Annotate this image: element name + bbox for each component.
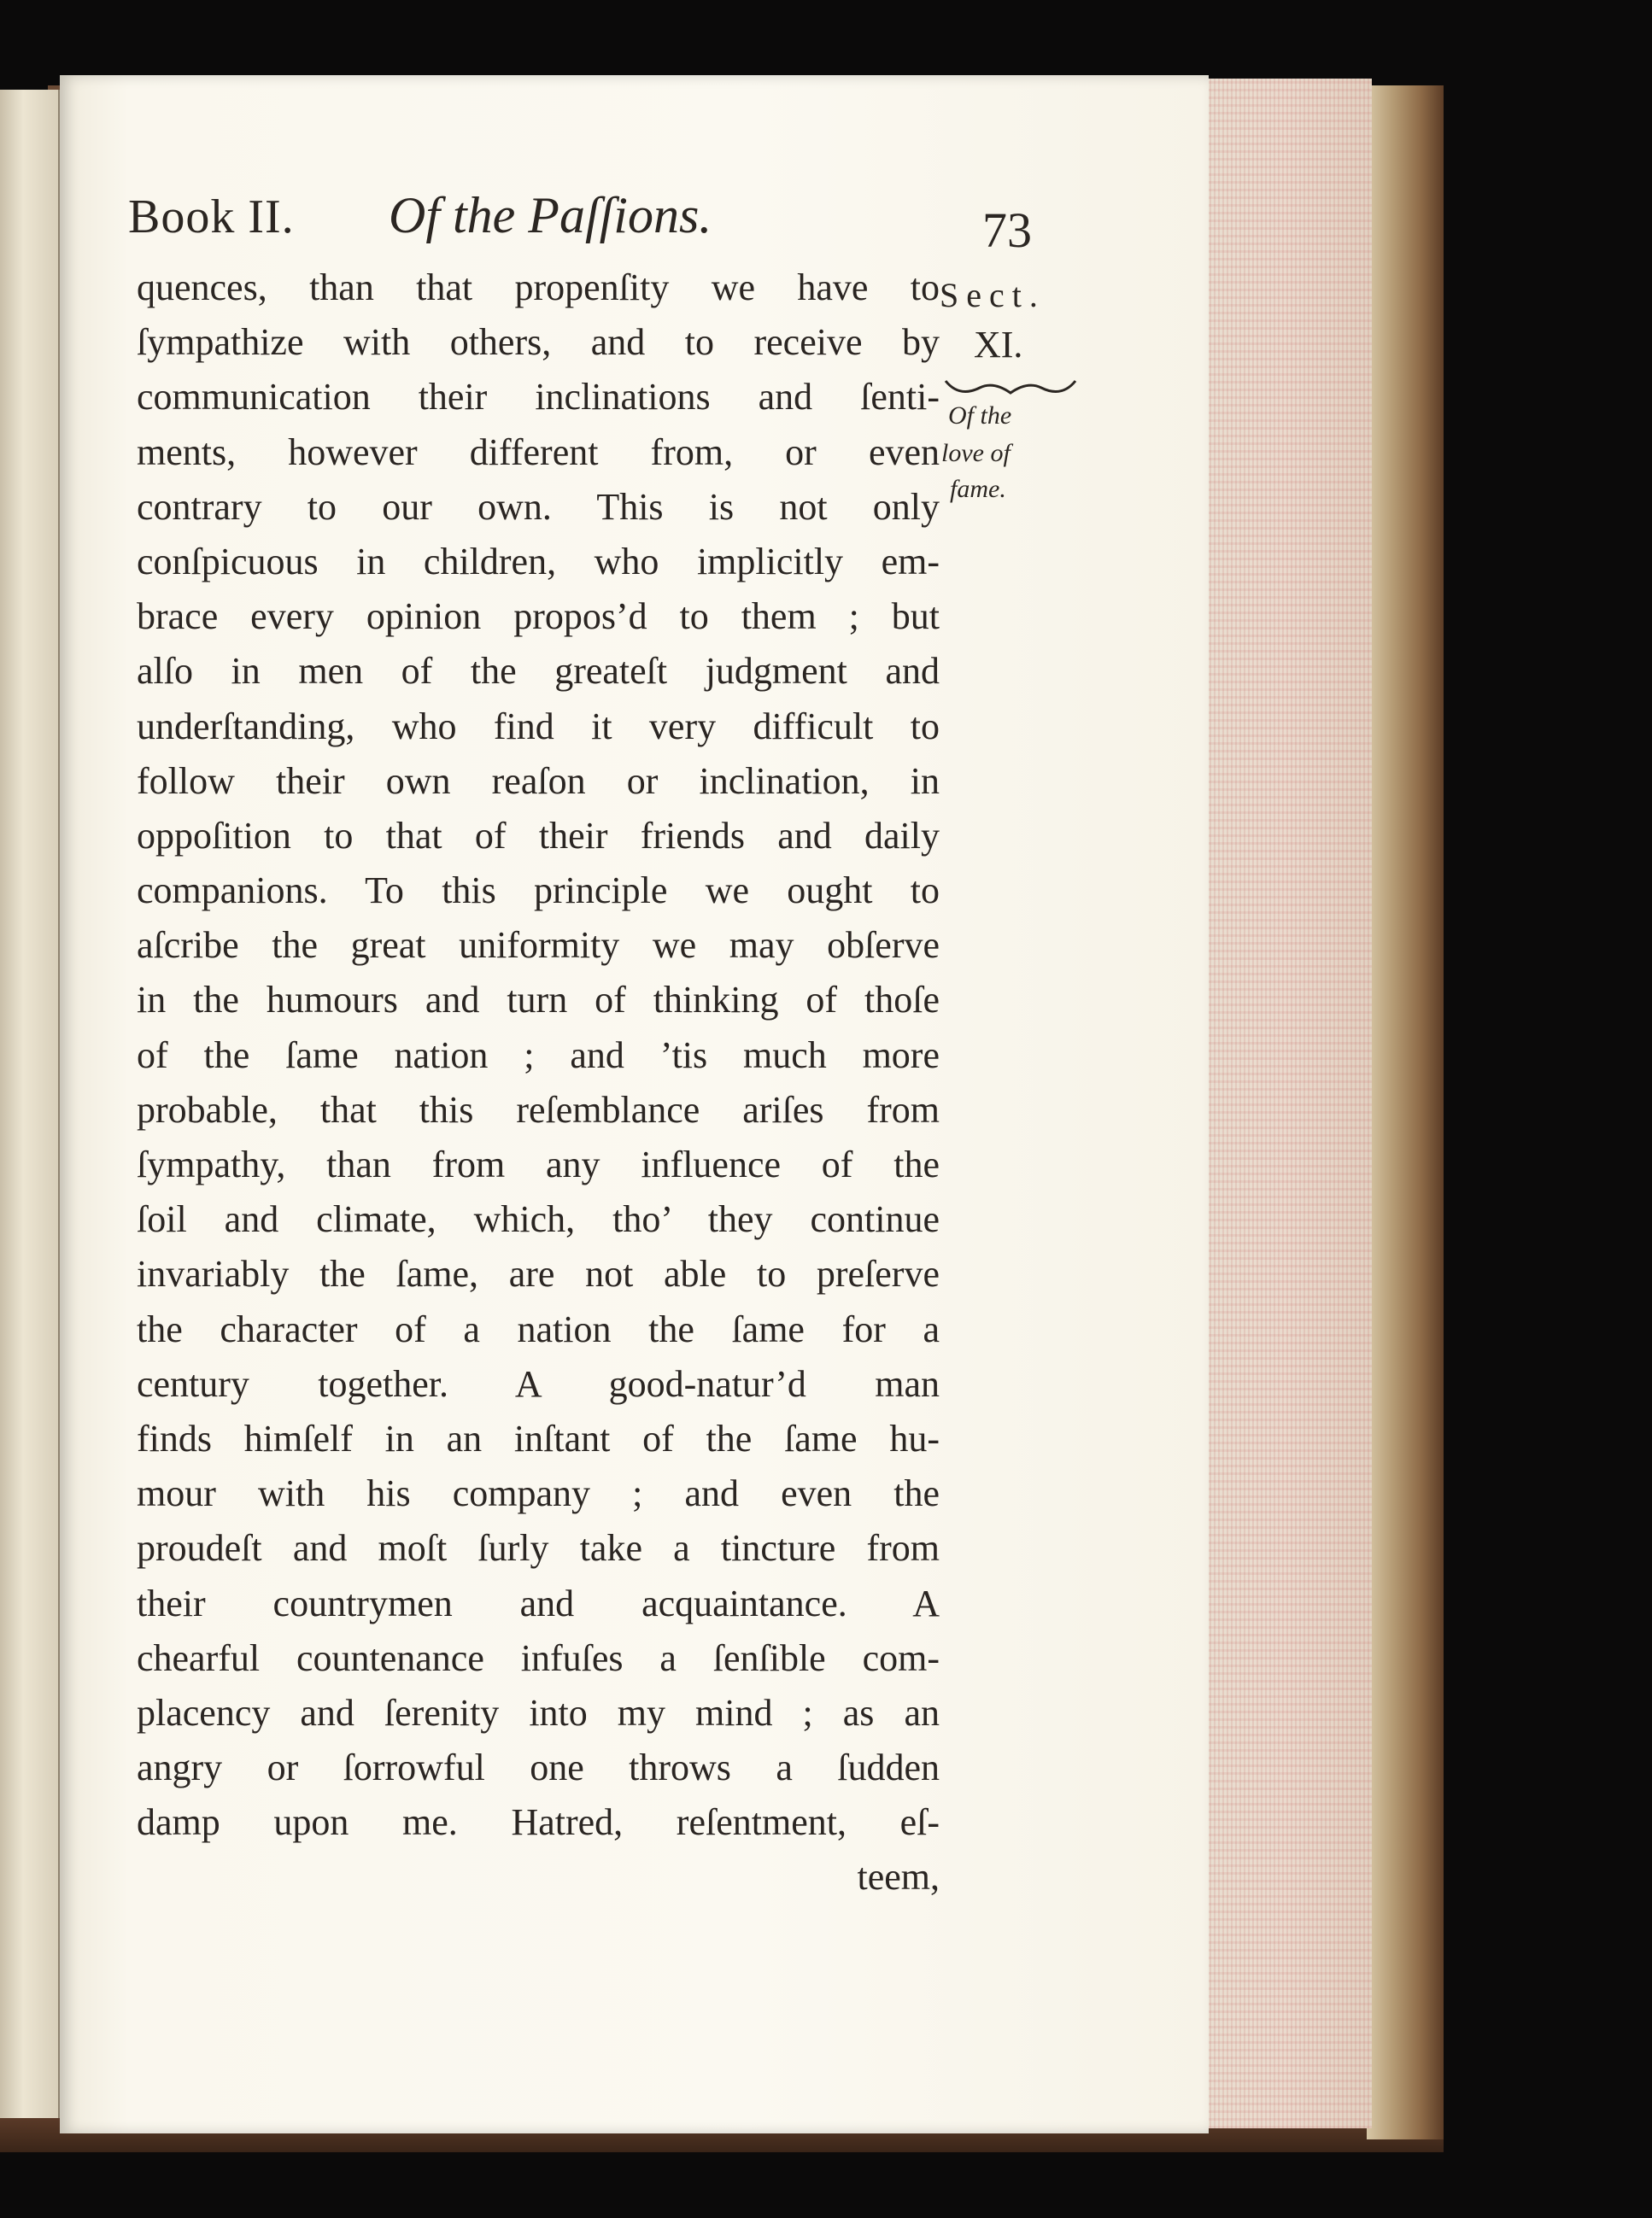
text-line: underſtanding, who find it very difficult to	[137, 705, 940, 747]
body-text	[137, 260, 940, 1905]
text-line: ſympathy, than from any influence of the	[137, 1144, 940, 1185]
text-line: the character of a nation the ſame for a	[137, 1308, 940, 1350]
text-line: finds himſelf in an inſtant of the ſame hu-	[137, 1417, 940, 1460]
left-page	[0, 90, 60, 2135]
text-line: invariably the ſame, are not able to preſerve	[137, 1253, 940, 1296]
text-line: damp upon me. Hatred, reſentment, eſ-	[137, 1801, 940, 1844]
text-line: communication their inclinations and ſenti-	[137, 376, 940, 418]
text-line: of the ſame nation ; and ’tis much more	[137, 1033, 940, 1076]
text-line: chearful countenance infuſes a ſenſible com-	[137, 1636, 940, 1679]
text-line: companions. To this principle we ought to	[137, 869, 940, 912]
margin-brace-icon	[942, 376, 1079, 401]
text-line: brace every opinion propos’d to them ; but	[137, 595, 940, 638]
text-line: oppoſition to that of their friends and daily	[137, 814, 940, 857]
book-board	[1367, 85, 1444, 2139]
margin-section-number: XI.	[974, 324, 1023, 366]
running-head-book: Book II.	[128, 190, 295, 243]
text-line: ſoil and climate, which, tho’ they continue	[137, 1198, 940, 1241]
text-line: aſcribe the great uniformity we may obſerve	[137, 924, 940, 967]
catchword-line: teem,	[857, 1856, 940, 1899]
margin-note-line-1: Of the	[948, 401, 1012, 430]
text-line: century together. A good-natur’d man	[137, 1362, 940, 1405]
text-line: probable, that this reſemblance ariſes from	[137, 1088, 940, 1131]
text-line: their countrymen and acquaintance. A	[137, 1582, 940, 1624]
text-line: proudeſt and moſt ſurly take a tincture from	[137, 1527, 940, 1570]
text-line: mour with his company ; and even the	[137, 1472, 940, 1515]
text-line: quences, than that propenſity we have to	[137, 266, 940, 308]
page-fore-edge	[1200, 79, 1372, 2128]
page-number: 73	[982, 202, 1032, 258]
running-head-title: Of the Paſſions.	[389, 187, 712, 243]
text-line: angry or ſorrowful one throws a ſudden	[137, 1747, 940, 1789]
margin-note-line-2: love of	[941, 439, 1011, 467]
text-line: in the humours and turn of thinking of thoſe	[137, 979, 940, 1021]
text-line: contrary to our own. This is not only	[137, 485, 940, 528]
text-line: alſo in men of the greateſt judgment and	[137, 650, 940, 693]
text-line: placency and ſerenity into my mind ; as an	[137, 1691, 940, 1734]
text-line: follow their own reaſon or inclination, in	[137, 759, 940, 802]
text-line: ſympathize with others, and to receive by	[137, 321, 940, 364]
margin-note-line-3: fame.	[950, 475, 1006, 503]
text-line: conſpicuous in children, who implicitly em-	[137, 540, 940, 582]
text-line: ments, however different from, or even	[137, 430, 940, 473]
margin-section-label: Sect.	[940, 276, 1046, 314]
